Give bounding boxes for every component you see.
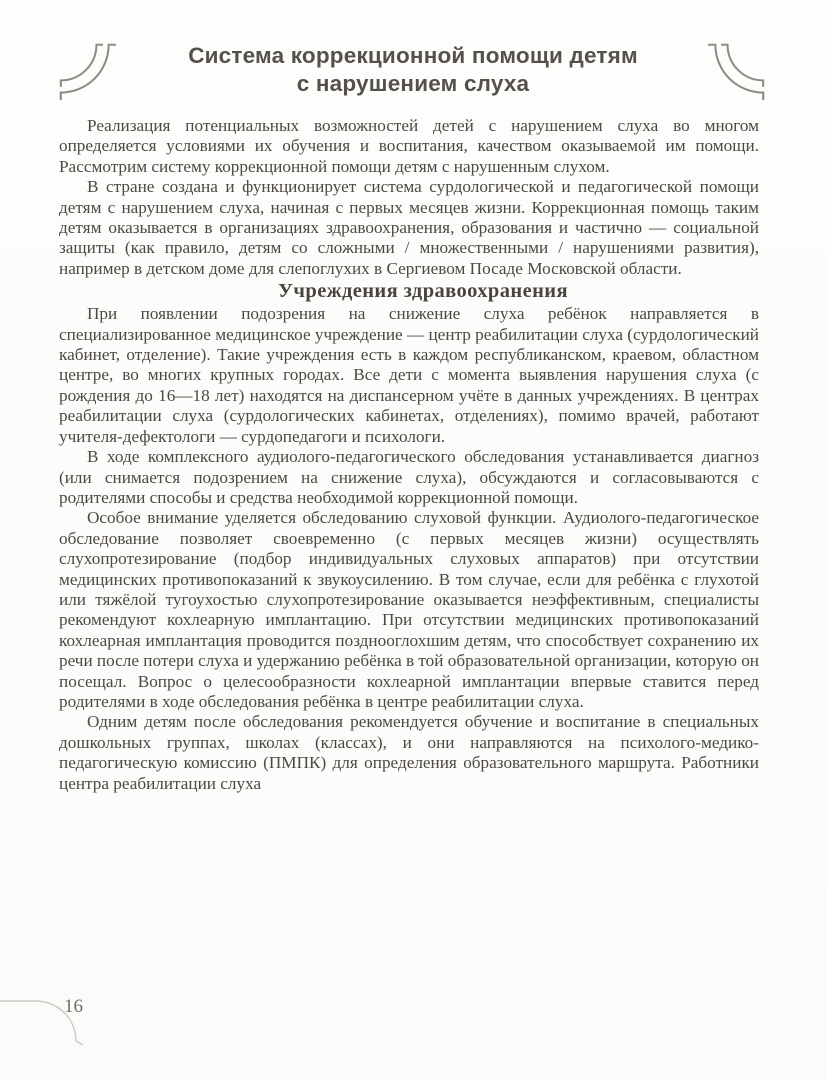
page-title-line-1: Система коррекционной помощи детям: [188, 43, 638, 68]
paragraph-section-4: Одним детям после обследования рекомендуется обучение и воспитание в специальных дошкольных группах, школах (классах), и они направляются на психолого-медико-педагогическую комиссию (ПМПК) для определения образовательного маршрута. Работники центра реабилитации слуха: [59, 712, 759, 793]
paragraph-section-1: При появлении подозрения на снижение слуха ребёнок направляется в специализированное медицинское учреждение — центр реабилитации слуха (сурдологический кабинет, отделение). Такие учреждения есть в каждом республиканском, краевом, областном центре, во многих крупных городах. Все дети с момента выявления нарушения слуха (с рождения до 16—18 лет) находятся на диспансерном учёте в данных учреждениях. В центрах реабилитации слуха (сурдологических кабинетах, отделениях), помимо врачей, работают учителя-дефектологи — сурдопедагоги и психологи.: [59, 304, 759, 446]
paragraph-intro-2: В стране создана и функционирует система сурдологической и педагогической помощи детям с нарушением слуха, начиная с первых месяцев жизни. Коррекционная помощь таким детям оказывается в организациях здравоохранения, образования и частично — социальной защиты (как правило, детям со сложными / множественными / нарушениями развития), например в детском доме для слепоглухих в Сергиевом Посаде Московской области.: [59, 177, 759, 278]
paragraph-intro-1: Реализация потенциальных возможностей детей с нарушением слуха во многом определяется условиями их обучения и воспитания, качеством оказываемой им помощи. Рассмотрим систему коррекционной помощи детям с нарушенным слухом.: [59, 116, 759, 176]
paragraph-section-2: В ходе комплексного аудиолого-педагогического обследования устанавливается диагноз (или снимается подозрением на снижение слуха), обсуждаются и согласовываются с родителями способы и средства необходимой коррекционной помощи.: [59, 447, 759, 507]
page-number: 16: [64, 996, 83, 1017]
corner-curve-bottom-left-icon: [0, 993, 100, 1051]
paragraph-section-3: Особое внимание уделяется обследованию слуховой функции. Аудиолого-педагогическое обследование позволяет своевременно (с первых месяцев жизни) осуществлять слухопротезирование (подбор индивидуальных слуховых аппаратов) при отсутствии медицинских противопоказаний к звукоусилению. В том случае, если для ребёнка с глухотой или тяжёлой тугоухостью слухопротезирование оказывается неэффективным, специалисты рекомендуют кохлеарную имплантацию. При отсутствии медицинских противопоказаний кохлеарная имплантация проводится позднооглохшим детям, что способствует сохранению их речи после потери слуха и удержанию ребёнка в той образовательной организации, которую он посещал. Вопрос о целесообразности кохлеарной имплантации впервые ставится перед родителями в ходе обследования ребёнка в центре реабилитации слуха.: [59, 508, 760, 711]
page-title-line-2: с нарушением слуха: [296, 70, 530, 96]
section-heading: Учреждения здравоохранения: [277, 280, 568, 303]
page-title: [0, 42, 826, 97]
page-body: [59, 116, 759, 794]
